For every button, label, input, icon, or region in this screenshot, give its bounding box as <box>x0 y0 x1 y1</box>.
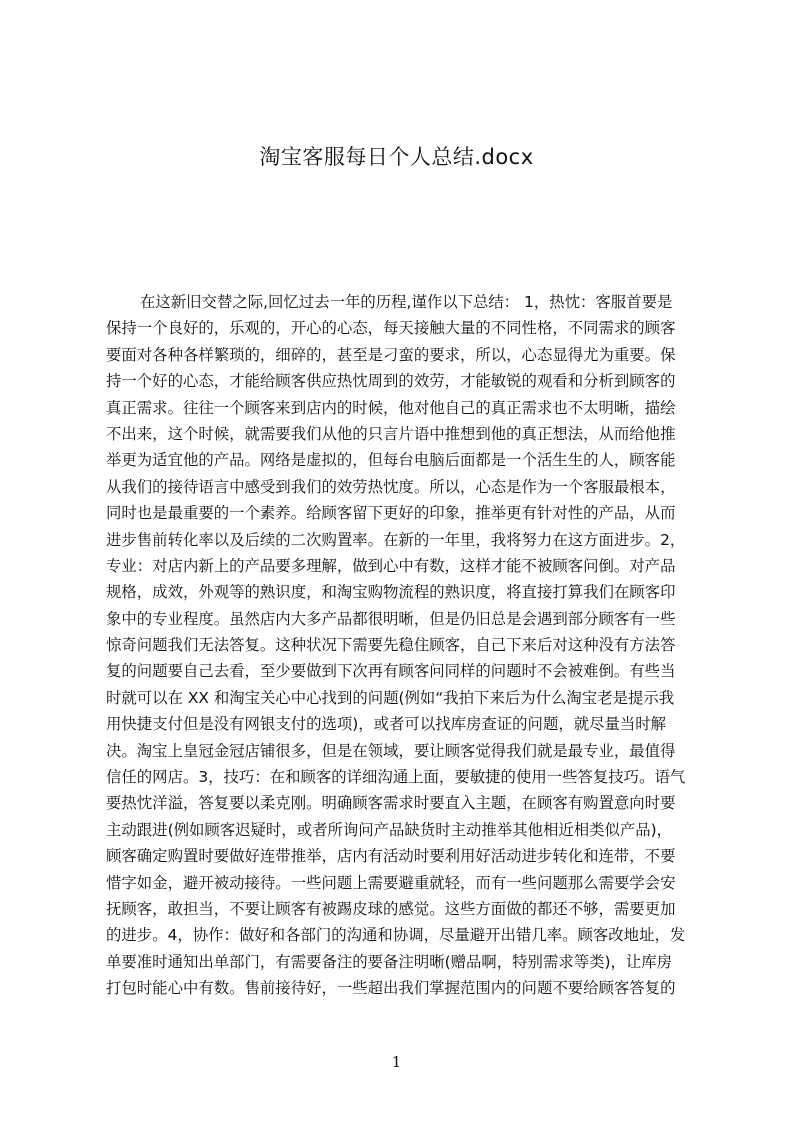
body-line: 规格，成效，外观等的熟识度，和淘宝购物流程的熟识度，将直接打算我们在顾客印 <box>106 583 676 602</box>
page-number: 1 <box>391 1053 402 1071</box>
body-line: 单要准时通知出单部门，有需要备注的要备注明晰(赠品啊，特别需求等类)，让库房 <box>106 952 673 971</box>
document-body <box>106 289 710 1002</box>
body-line: 用快捷支付但是没有网银支付的选项)，或者可以找库房查证的问题，就尽量当时解 <box>106 715 667 734</box>
body-line: 要热忱洋溢，答复要以柔克刚。明确顾客需求时要直入主题，在顾客有购置意向时要 <box>106 794 676 813</box>
body-line: 要面对各种各样繁琐的，细碎的，甚至是刁蛮的要求，所以，心态显得尤为重要。保 <box>106 345 676 364</box>
body-line: 象中的专业程度。虽然店内大多产品都很明晰，但是仍旧总是会遇到部分顾客有一些 <box>106 609 676 628</box>
body-line: 信任的网店。3，技巧：在和顾客的详细沟通上面，要敏捷的使用一些答复技巧。语气 <box>106 768 686 787</box>
body-line: 惊奇问题我们无法答复。这种状况下需要先稳住顾客，自己下来后对这种没有方法答 <box>106 636 676 655</box>
body-line: 不出来，这个时候，就需要我们从他的只言片语中推想到他的真正想法，从而给他推 <box>106 424 676 443</box>
body-line: 真正需求。往往一个顾客来到店内的时候，他对他自己的真正需求也不太明晰，描绘 <box>106 398 676 417</box>
body-line: 打包时能心中有数。售前接待好，一些超出我们掌握范围内的问题不要给顾客答复的 <box>106 979 676 998</box>
body-line: 的进步。4，协作：做好和各部门的沟通和协调，尽量避开出错几率。顾客改地址，发 <box>106 926 686 945</box>
body-line: 从我们的接待语言中感受到我们的效劳热忱度。所以，心态是作为一个客服最根本， <box>106 477 676 496</box>
document-title: 淘宝客服每日个人总结.docx <box>259 145 534 169</box>
body-line: 持一个好的心态，才能给顾客供应热忱周到的效劳，才能敏锐的观看和分析到顾客的 <box>106 372 676 391</box>
body-line: 同时也是最重要的一个素养。给顾客留下更好的印象，推举更有针对性的产品，从而 <box>106 504 676 523</box>
body-line: 惜字如金，避开被动接待。一些问题上需要避重就轻，而有一些问题那么需要学会安 <box>106 873 676 892</box>
body-line: 举更为适宜他的产品。网络是虚拟的，但每台电脑后面都是一个活生生的人，顾客能 <box>106 451 676 470</box>
body-line: 复的问题要自己去看，至少要做到下次再有顾客问同样的问题时不会被难倒。有些当 <box>106 662 676 681</box>
body-line: 决。淘宝上皇冠金冠店铺很多，但是在领域，要让顾客觉得我们就是最专业，最值得 <box>106 741 676 760</box>
body-line: 抚顾客，敢担当，不要让顾客有被踢皮球的感觉。这些方面做的都还不够，需要更加 <box>106 899 676 918</box>
body-line: 专业：对店内新上的产品要多理解，做到心中有数，这样才能不被顾客问倒。对产品 <box>106 556 676 575</box>
body-line: 时就可以在 XX 和淘宝关心中心找到的问题(例如“我拍下来后为什么淘宝老是提示我 <box>106 688 675 707</box>
body-line: 顾客确定购置时要做好连带推举，店内有活动时要利用好活动进步转化和连带，不要 <box>106 847 676 866</box>
body-line: 进步售前转化率以及后续的二次购置率。在新的一年里，我将努力在这方面进步。2， <box>106 530 686 549</box>
body-line: 主动跟进(例如顾客迟疑时，或者所询问产品缺货时主动推举其他相近相类似产品)， <box>106 820 673 839</box>
body-line: 保持一个良好的，乐观的，开心的心态，每天接触大量的不同性格，不同需求的顾客 <box>106 319 676 338</box>
body-line: 在这新旧交替之际,回忆过去一年的历程,谨作以下总结： 1，热忱：客服首要是 <box>140 293 673 311</box>
